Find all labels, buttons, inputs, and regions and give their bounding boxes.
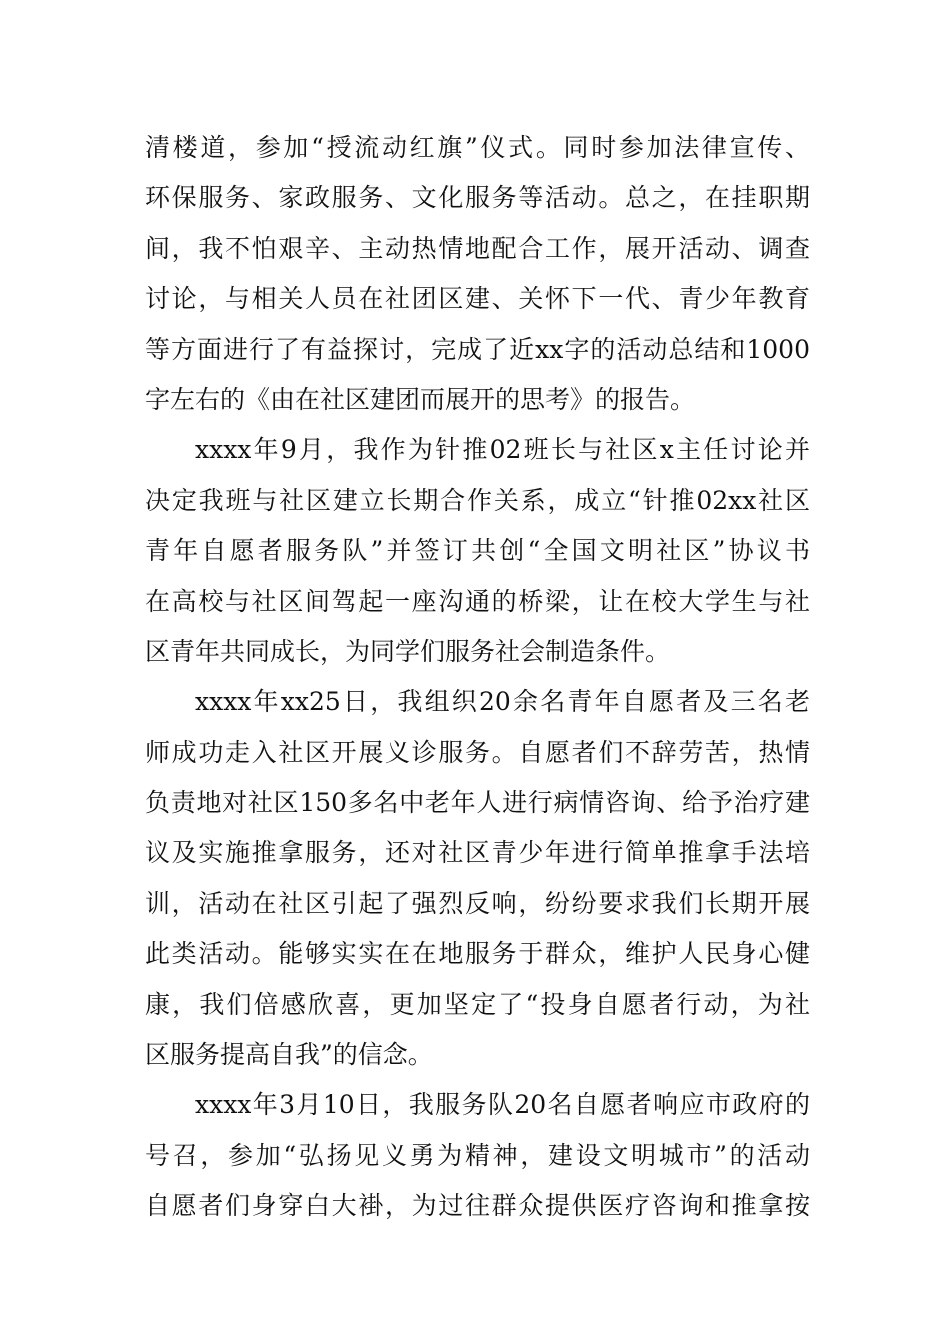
text-line: 间，我不怕艰辛、主动热情地配合工作，展开活动、调查 bbox=[145, 233, 810, 263]
text-line: 训，活动在社区引起了强烈反响，纷纷要求我们长期开展 bbox=[145, 888, 810, 918]
document-body bbox=[145, 123, 810, 1232]
text-line: 等方面进行了有益探讨，完成了近xx字的活动总结和1000 bbox=[145, 334, 810, 364]
text-line: 议及实施推拿服务，还对社区青少年进行简单推拿手法培 bbox=[145, 838, 810, 868]
paragraph-2 bbox=[145, 425, 810, 677]
text-line: 青年自愿者服务队”并签订共创“全国文明社区”协议书 bbox=[145, 536, 810, 566]
text-line: 此类活动。能够实实在在地服务于群众，维护人民身心健 bbox=[145, 939, 810, 969]
paragraph-4 bbox=[145, 1080, 810, 1231]
text-line: 师成功走入社区开展义诊服务。自愿者们不辞劳苦，热情 bbox=[145, 737, 810, 767]
text-line: 康，我们倍感欣喜，更加坚定了“投身自愿者行动，为社 bbox=[145, 989, 810, 1019]
text-line: 区服务提高自我”的信念。 bbox=[145, 1040, 433, 1070]
text-line: xxxx年xx25日，我组织20余名青年自愿者及三名老 bbox=[195, 687, 810, 717]
text-line: 环保服务、家政服务、文化服务等活动。总之，在挂职期 bbox=[145, 183, 810, 213]
text-line: xxxx年9月，我作为针推02班长与社区x主任讨论并 bbox=[195, 435, 810, 465]
text-line: 负责地对社区150多名中老年人进行病情咨询、给予治疗建 bbox=[145, 788, 810, 818]
text-line: 决定我班与社区建立长期合作关系，成立“针推02xx社区 bbox=[145, 485, 810, 515]
paragraph-3 bbox=[145, 677, 810, 1080]
text-line: 字左右的《由在社区建团而展开的思考》的报告。 bbox=[145, 384, 696, 414]
text-line: 清楼道，参加“授流动红旗”仪式。同时参加法律宣传、 bbox=[145, 133, 810, 162]
paragraph-1 bbox=[145, 123, 810, 425]
text-line: 号召，参加“弘扬见义勇为精神，建设文明城市”的活动 bbox=[145, 1140, 810, 1170]
text-line: 自愿者们身穿白大褂，为过往群众提供医疗咨询和推拿按 bbox=[145, 1191, 810, 1221]
text-line: 区青年共同成长，为同学们服务社会制造条件。 bbox=[145, 636, 671, 666]
text-line: xxxx年3月10日，我服务队20名自愿者响应市政府的 bbox=[195, 1090, 810, 1120]
text-line: 在高校与社区间驾起一座沟通的桥梁，让在校大学生与社 bbox=[145, 586, 810, 616]
text-line: 讨论，与相关人员在社团区建、关怀下一代、青少年教育 bbox=[145, 284, 810, 314]
